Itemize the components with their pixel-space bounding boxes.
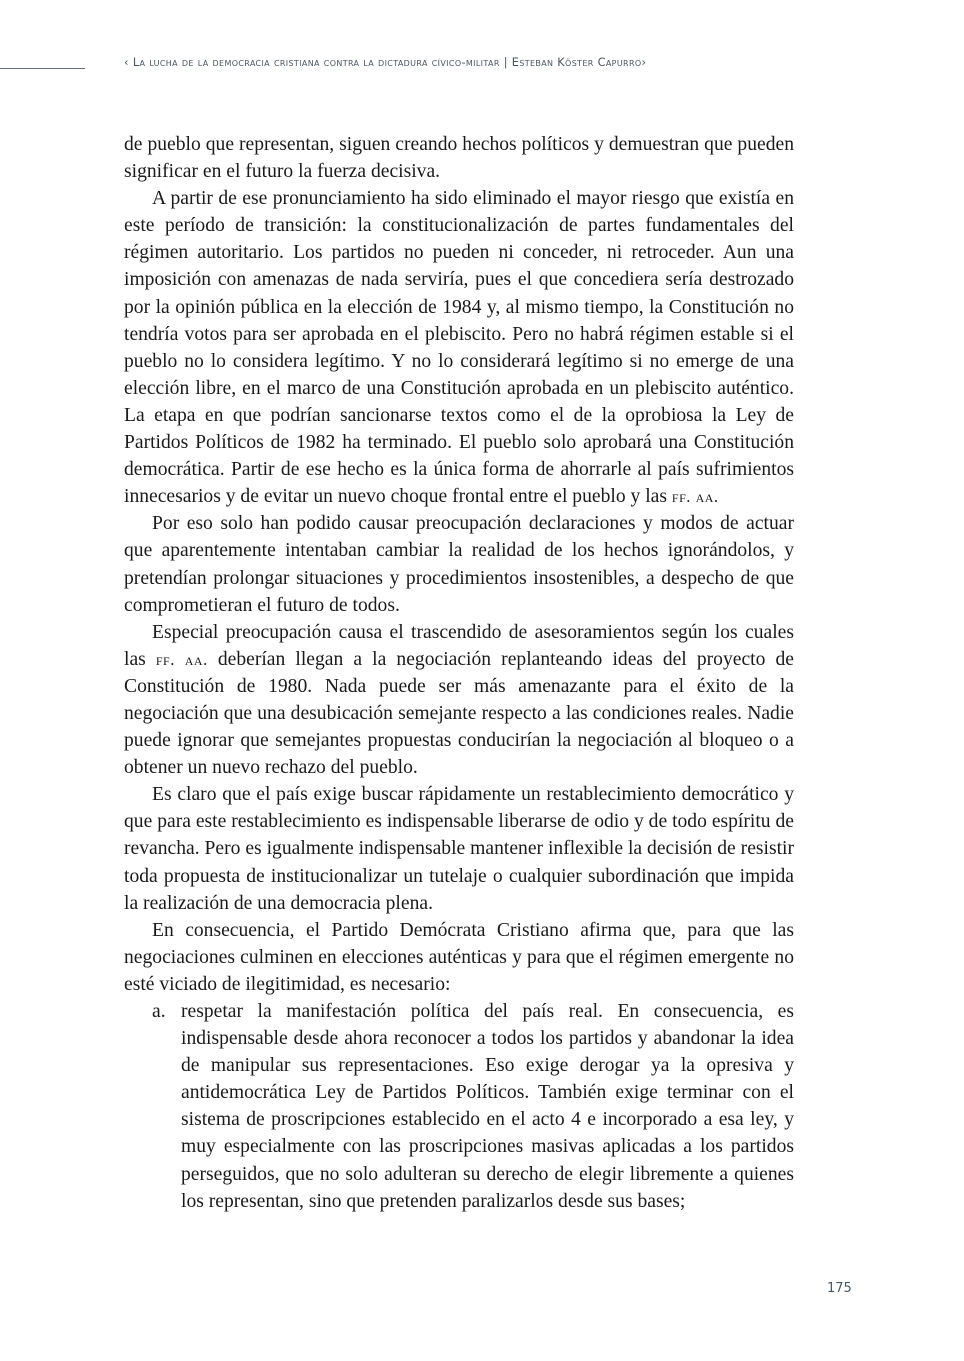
abbreviation-ffaa: ff. aa. [155, 649, 208, 669]
header-separator: | [503, 56, 508, 69]
list-item-text: respetar la manifestación política del país real. En consecuencia, es indispensable desde ahora reconocer a todos los partidos y abandonar la idea de manipular sus representaciones. Eso exige derogar ya la opresiva y antidemocrática Ley de Partidos Políticos. También exige terminar con el sistema de proscripciones establecido en el acto 4 e incorporado a esa ley, y muy especialmente con las proscripciones masivas aplicadas a los partidos perseguidos, que no solo adulteran su derecho de elegir libremente a quienes los representan, sino que pretenden paralizarlos desde sus bases; [181, 1001, 794, 1212]
paragraph: Especial preocupación causa el trascendido de asesoramientos según los cuales las ff. aa. deberían llegan a la negociación replanteando ideas del proyecto de Constitución de 1980. Nada puede ser más amenazante para el éxito de la negociación que una desubicación semejante respecto a las condiciones reales. Nadie puede ignorar que semejantes propuestas conducirían la negociación al bloqueo o a obtener un nuevo rechazo del pueblo. [124, 621, 794, 779]
header-left-bracket: ‹ [124, 56, 129, 69]
paragraph: En consecuencia, el Partido Demócrata Cristiano afirma que, para que las negociaciones culminen en elecciones auténticas y para que el régimen emergente no esté viciado de ilegitimidad, es necesario: [124, 919, 794, 995]
requirements-list [124, 998, 794, 1215]
paragraph: de pueblo que representan, siguen creando hechos políticos y demuestran que pueden significar en el futuro la fuerza decisiva. [124, 134, 794, 183]
body-text [124, 131, 794, 1215]
header-rule [0, 68, 85, 69]
list-item [124, 998, 794, 1215]
paragraph: A partir de ese pronunciamiento ha sido eliminado el mayor riesgo que existía en este período de transición: la constitucionalización de partes fundamentales del régimen autoritario. Los partidos no pueden ni conceder, ni retroceder. Aun una imposición con amenazas de nada serviría, pues el que concediera sería destrozado por la opinión pública en la elección de 1984 y, al mismo tiempo, la Constitución no tendría votos para ser aprobada en el plebiscito. Pero no habrá régimen estable si el pueblo no lo considera legítimo. Y no lo considerará legítimo si no emerge de una elección libre, en el marco de una Constitución aprobada en un plebiscito auténtico. La etapa en que podrían sancionarse textos como el de la oprobiosa la Ley de Partidos Políticos de 1982 ha terminado. El pueblo solo aprobará una Constitución democrática. Partir de ese hecho es la única forma de ahorrarle al país sufrimientos innecesarios y de evitar un nuevo choque frontal entre el pueblo y las ff. aa. [124, 188, 794, 508]
list-marker: a. [152, 1001, 166, 1022]
header-right-bracket: › [641, 56, 647, 69]
page-number: 175 [827, 1281, 852, 1296]
paragraph: Es claro que el país exige buscar rápidamente un restablecimiento democrático y que para este restablecimiento es indispensable liberarse de odio y de todo espíritu de revancha. Pero es igualmente indispensable mantener inflexible la decisión de resistir toda propuesta de institucionalizar un tutelaje o cualquier subordinación que impida la realización de una democracia plena. [124, 784, 794, 914]
header-author: Esteban Köster Capurro [511, 56, 642, 69]
abbreviation-ffaa: ff. aa. [671, 487, 719, 507]
header-book-title: La lucha de la democracia cristiana contra la dictadura cívico-militar [132, 56, 500, 69]
running-head [124, 56, 824, 69]
paragraph: Por eso solo han podido causar preocupación declaraciones y modos de actuar que aparentemente intentaban cambiar la realidad de los hechos ignorándolos, y pretendían prolongar situaciones y procedimientos insostenibles, a despecho de que comprometieran el futuro de todos. [124, 513, 794, 616]
